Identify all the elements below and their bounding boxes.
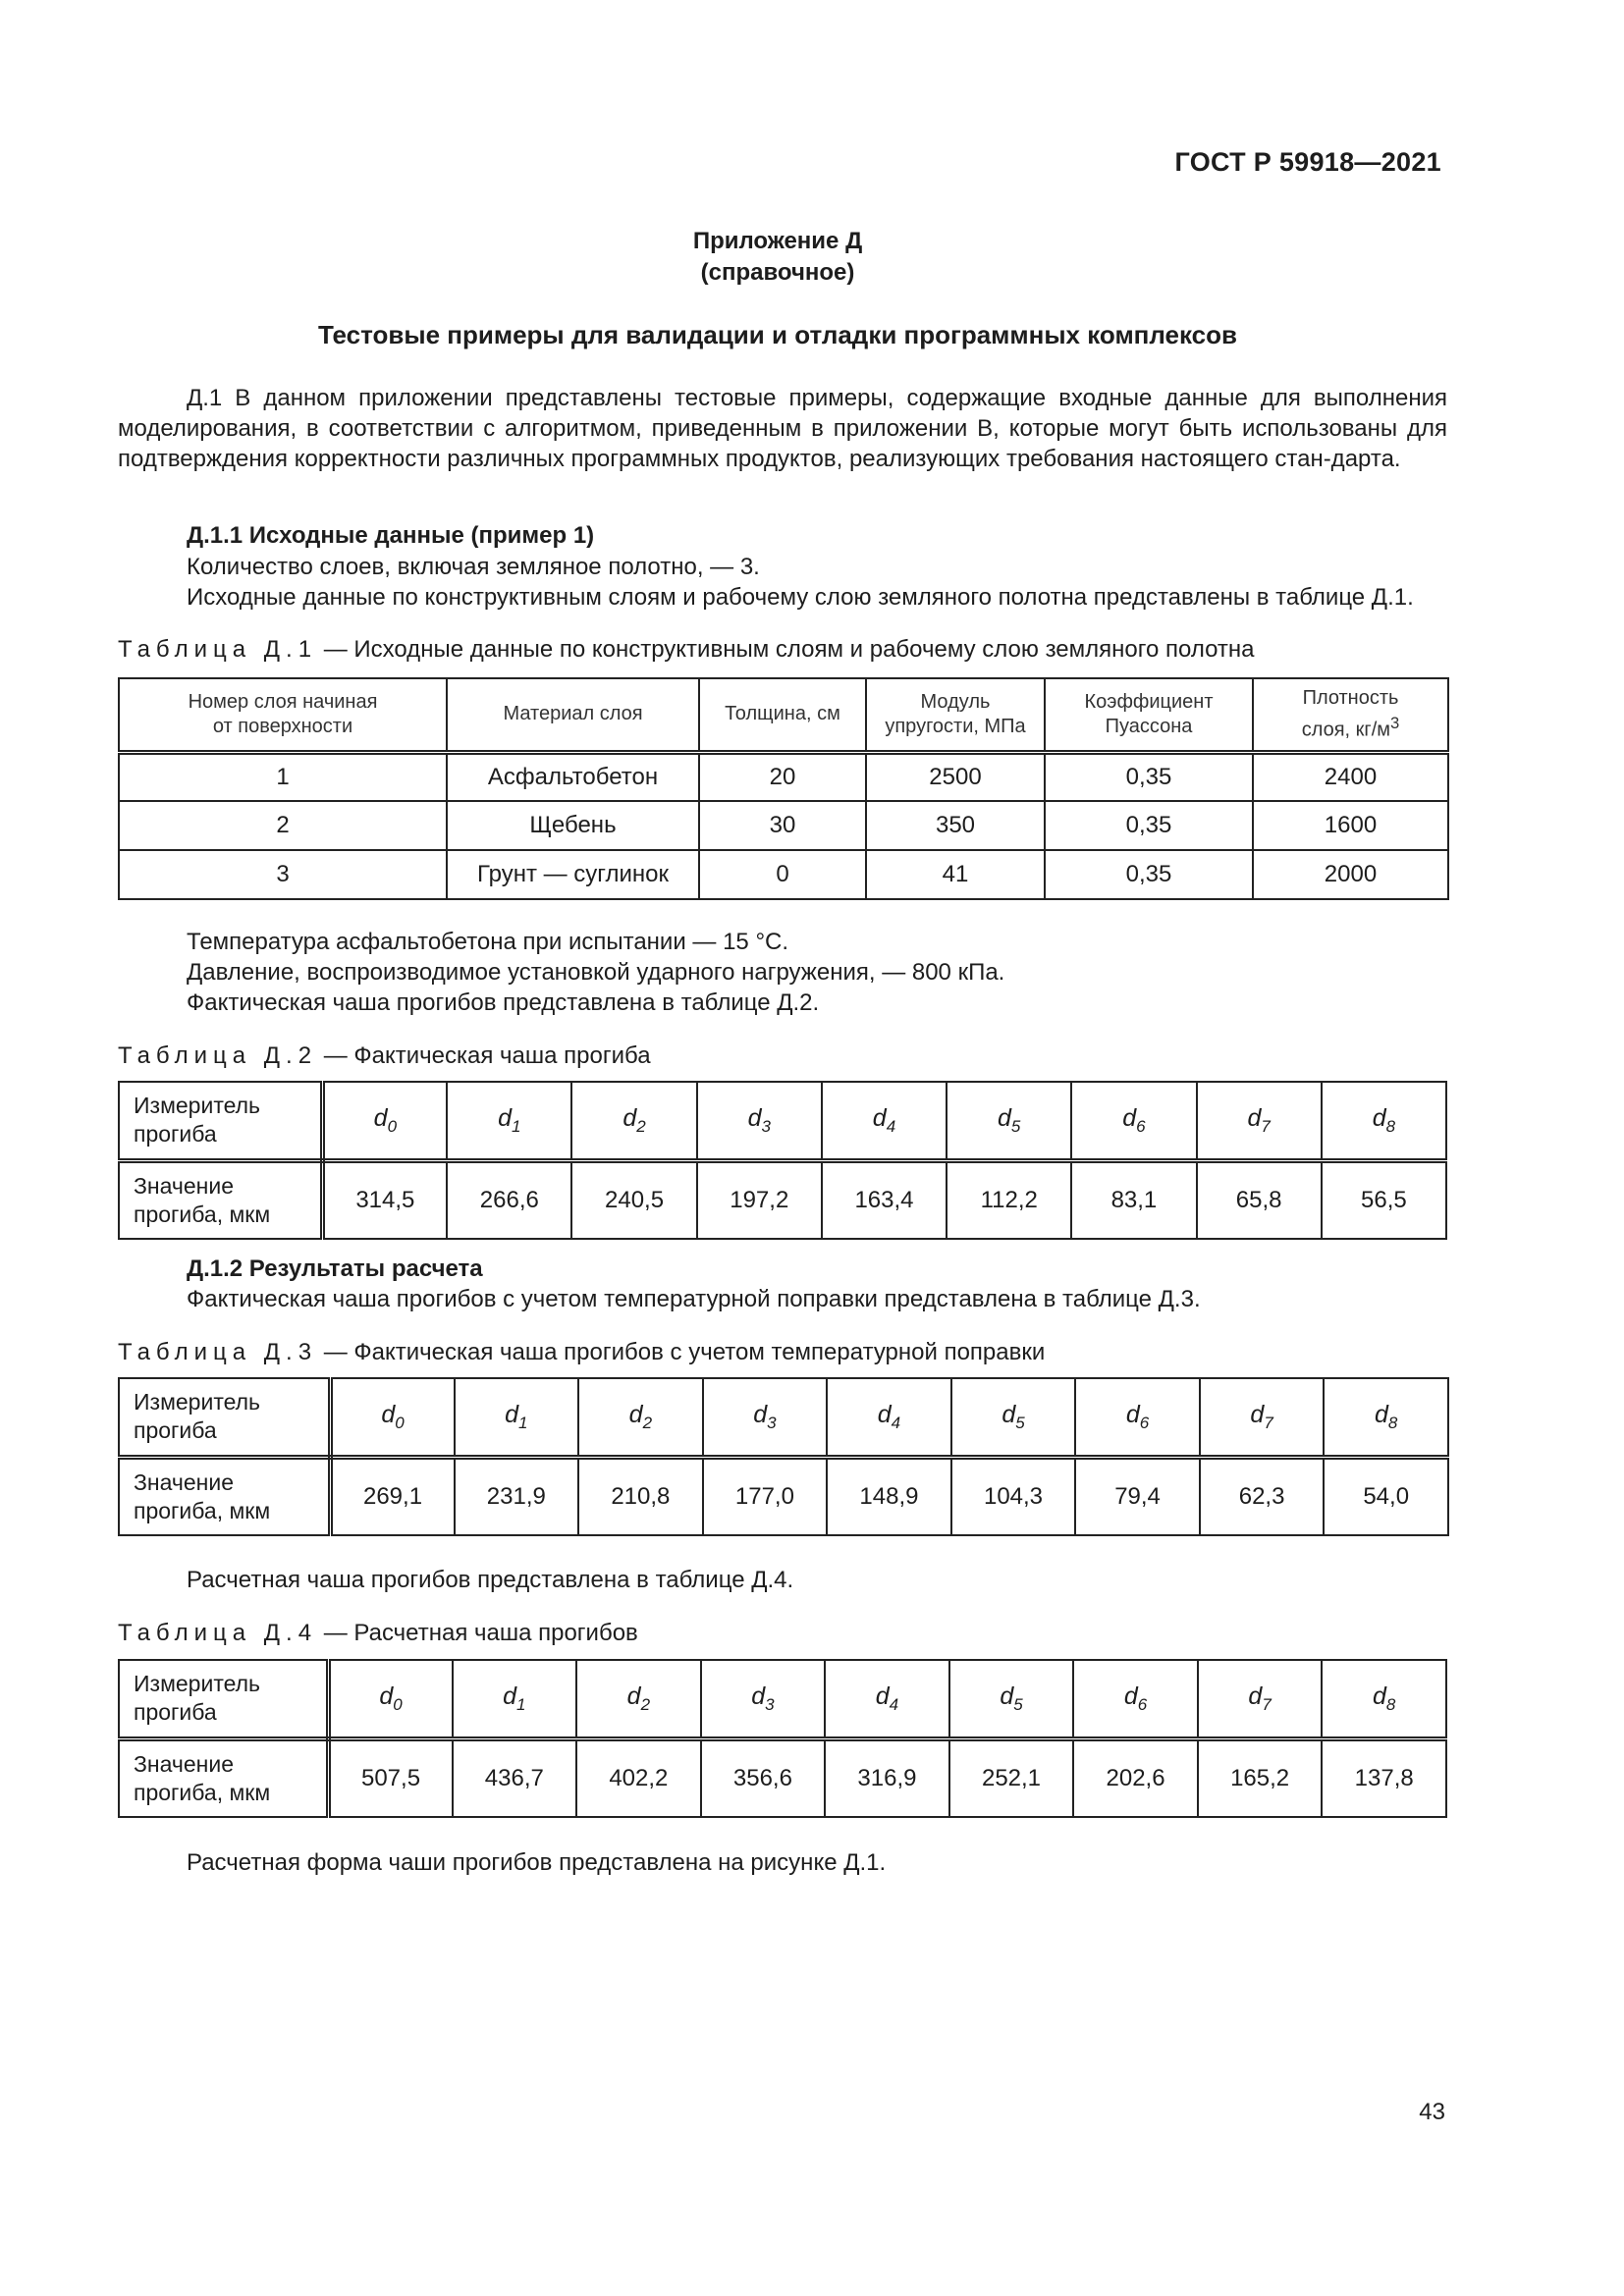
- meter-symbol: $d_6$: [1071, 1082, 1196, 1160]
- meter-symbol: $d_7$: [1200, 1378, 1325, 1457]
- section1-line2: Исходные данные по конструктивным слоям и рабочему слою земляного полотна представлены в таблице Д.1.: [187, 584, 1414, 611]
- deflection-value: 165,2: [1198, 1738, 1323, 1817]
- deflection-value: 197,2: [697, 1160, 822, 1239]
- table1-header-cell: Коэффициент Пуассона: [1045, 678, 1253, 752]
- meter-symbol: $d_3$: [703, 1378, 828, 1457]
- value-label: Значение прогиба, мкм: [119, 1457, 330, 1535]
- table1-caption-text: — Исходные данные по конструктивным слоям и рабочему слою земляного полотна: [317, 636, 1255, 663]
- meter-label: Измеритель прогиба: [119, 1378, 330, 1457]
- meter-symbol: $d_0$: [328, 1660, 453, 1738]
- section2-heading: Д.1.2 Результаты расчета: [187, 1255, 483, 1282]
- table3-caption-text: — Фактическая чаша прогибов с учетом температурной поправки: [317, 1339, 1046, 1365]
- table-cell: 30: [699, 801, 866, 850]
- table1-caption: [118, 636, 1255, 664]
- deflection-value: 314,5: [322, 1160, 447, 1239]
- meter-symbol: $d_8$: [1322, 1082, 1446, 1160]
- table-cell: 2500: [866, 752, 1045, 801]
- deflection-value: 79,4: [1075, 1457, 1200, 1535]
- table-cell: 0,35: [1045, 850, 1253, 899]
- meter-row: [119, 1660, 1446, 1738]
- document-code: ГОСТ Р 59918—2021: [1174, 147, 1441, 177]
- table1-header-cell: Номер слоя начиная от поверхности: [119, 678, 447, 752]
- meter-symbol: $d_0$: [330, 1378, 455, 1457]
- meter-symbol: $d_7$: [1198, 1660, 1323, 1738]
- table-cell: 2400: [1253, 752, 1448, 801]
- table-row: [119, 752, 1448, 801]
- meter-symbol: $d_3$: [701, 1660, 826, 1738]
- table2: [118, 1081, 1447, 1240]
- table2-caption: [118, 1042, 651, 1070]
- table1-header-row: [119, 678, 1448, 752]
- table4-reference-line: Расчетная чаша прогибов представлена в таблице Д.4.: [187, 1567, 794, 1593]
- deflection-value: 65,8: [1197, 1160, 1322, 1239]
- meter-symbol: $d_1$: [453, 1660, 577, 1738]
- table-row: [119, 850, 1448, 899]
- table-cell: 41: [866, 850, 1045, 899]
- deflection-value: 252,1: [949, 1738, 1074, 1817]
- section2-line1: Фактическая чаша прогибов с учетом температурной поправки представлена в таблице Д.3.: [187, 1286, 1201, 1312]
- meter-symbol: $d_2$: [578, 1378, 703, 1457]
- deflection-value: 269,1: [330, 1457, 455, 1535]
- deflection-value: 54,0: [1324, 1457, 1448, 1535]
- page-number: 43: [1419, 2099, 1445, 2125]
- meter-symbol: $d_4$: [822, 1082, 947, 1160]
- value-row: [119, 1457, 1448, 1535]
- meter-symbol: $d_0$: [322, 1082, 447, 1160]
- meter-symbol: $d_5$: [949, 1660, 1074, 1738]
- deflection-value: 177,0: [703, 1457, 828, 1535]
- deflection-value: 210,8: [578, 1457, 703, 1535]
- deflection-value: 163,4: [822, 1160, 947, 1239]
- meter-symbol: $d_8$: [1324, 1378, 1448, 1457]
- deflection-value: 266,6: [447, 1160, 571, 1239]
- table-cell: 0,35: [1045, 752, 1253, 801]
- table2-caption-text: — Фактическая чаша прогиба: [317, 1042, 651, 1069]
- table-cell: 1600: [1253, 801, 1448, 850]
- deflection-value: 202,6: [1073, 1738, 1198, 1817]
- table4: [118, 1659, 1447, 1818]
- deflection-value: 356,6: [701, 1738, 826, 1817]
- deflection-value: 137,8: [1322, 1738, 1446, 1817]
- table3-caption-label: Таблица Д.3: [118, 1339, 318, 1365]
- meter-symbol: $d_7$: [1197, 1082, 1322, 1160]
- table-cell: Щебень: [447, 801, 699, 850]
- meter-symbol: $d_3$: [697, 1082, 822, 1160]
- table-cell: Асфальтобетон: [447, 752, 699, 801]
- meter-symbol: $d_2$: [576, 1660, 701, 1738]
- section1-heading: Д.1.1 Исходные данные (пример 1): [187, 522, 595, 549]
- table1-header-cell: Плотность слоя, $кг/м^3$: [1253, 678, 1448, 752]
- table-cell: 2: [119, 801, 447, 850]
- deflection-value: 112,2: [947, 1160, 1071, 1239]
- table-cell: 20: [699, 752, 866, 801]
- deflection-value: 507,5: [328, 1738, 453, 1817]
- table1-header-cell: Толщина, см: [699, 678, 866, 752]
- table3: [118, 1377, 1449, 1536]
- deflection-value: 240,5: [571, 1160, 696, 1239]
- meter-symbol: $d_8$: [1322, 1660, 1446, 1738]
- main-title: Тестовые примеры для валидации и отладки программных комплексов: [317, 320, 1238, 349]
- meter-symbol: $d_4$: [827, 1378, 951, 1457]
- meter-symbol: $d_6$: [1075, 1378, 1200, 1457]
- intro-lead: Д.1 В данном приложении представлены тестовые примеры, содержащие входные данные для выполнения: [187, 385, 1447, 411]
- table-cell: 350: [866, 801, 1045, 850]
- meter-label: Измеритель прогиба: [119, 1660, 328, 1738]
- pressure-line: Давление, воспроизводимое установкой ударного нагружения, — 800 кПа.: [187, 959, 1005, 986]
- figure-reference-line: Расчетная форма чаши прогибов представлена на рисунке Д.1.: [187, 1849, 887, 1876]
- meter-symbol: $d_4$: [825, 1660, 949, 1738]
- meter-row: [119, 1378, 1448, 1457]
- table1-header-cell: Материал слоя: [447, 678, 699, 752]
- table4-caption-label: Таблица Д.4: [118, 1620, 318, 1646]
- deflection-value: 231,9: [455, 1457, 579, 1535]
- meter-symbol: $d_1$: [455, 1378, 579, 1457]
- meter-symbol: $d_1$: [447, 1082, 571, 1160]
- table-cell: 0: [699, 850, 866, 899]
- deflection-value: 104,3: [951, 1457, 1076, 1535]
- meter-symbol: $d_6$: [1073, 1660, 1198, 1738]
- table2-reference-line: Фактическая чаша прогибов представлена в таблице Д.2.: [187, 989, 820, 1016]
- table4-caption: [118, 1620, 638, 1647]
- table-row: [119, 801, 1448, 850]
- deflection-value: 62,3: [1200, 1457, 1325, 1535]
- appendix-title: Приложение Д: [692, 228, 863, 254]
- value-label: Значение прогиба, мкм: [119, 1160, 322, 1239]
- temperature-line: Температура асфальтобетона при испытании — 15 °С.: [187, 929, 789, 955]
- table1: [118, 677, 1449, 900]
- deflection-value: 56,5: [1322, 1160, 1446, 1239]
- meter-symbol: $d_2$: [571, 1082, 696, 1160]
- deflection-value: 83,1: [1071, 1160, 1196, 1239]
- table-cell: 3: [119, 850, 447, 899]
- meter-row: [119, 1082, 1446, 1160]
- deflection-value: 316,9: [825, 1738, 949, 1817]
- deflection-value: 402,2: [576, 1738, 701, 1817]
- deflection-value: 436,7: [453, 1738, 577, 1817]
- value-row: [119, 1160, 1446, 1239]
- intro-rest: моделирования, в соответствии с алгоритмом, приведенным в приложении В, которые могут быть использованы для подтверждения корректности различных программных продуктов, реализующих требования настоящего стан-дарта.: [118, 415, 1447, 472]
- meter-symbol: $d_5$: [947, 1082, 1071, 1160]
- intro-paragraph: [118, 383, 1447, 474]
- section1-line1: Количество слоев, включая земляное полотно, — 3.: [187, 554, 760, 580]
- table-cell: 2000: [1253, 850, 1448, 899]
- meter-label: Измеритель прогиба: [119, 1082, 322, 1160]
- appendix-subtitle: (справочное): [700, 259, 855, 286]
- table2-caption-label: Таблица Д.2: [118, 1042, 318, 1069]
- table-cell: 0,35: [1045, 801, 1253, 850]
- table4-caption-text: — Расчетная чаша прогибов: [317, 1620, 638, 1646]
- table1-header-cell: Модуль упругости, МПа: [866, 678, 1045, 752]
- table-cell: 1: [119, 752, 447, 801]
- value-label: Значение прогиба, мкм: [119, 1738, 328, 1817]
- table1-caption-label: Таблица Д.1: [118, 636, 318, 663]
- meter-symbol: $d_5$: [951, 1378, 1076, 1457]
- deflection-value: 148,9: [827, 1457, 951, 1535]
- table3-caption: [118, 1339, 1045, 1366]
- table-cell: Грунт — суглинок: [447, 850, 699, 899]
- value-row: [119, 1738, 1446, 1817]
